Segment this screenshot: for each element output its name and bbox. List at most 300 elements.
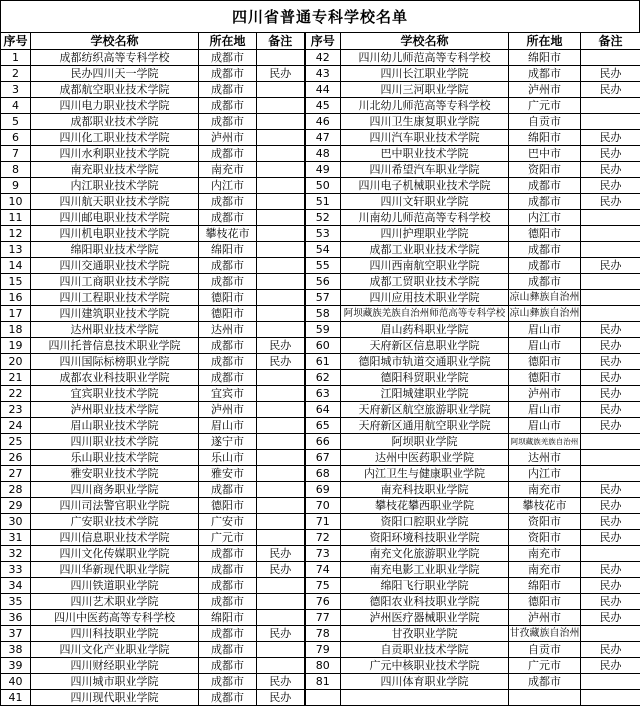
city-cell: 南充市: [509, 562, 581, 578]
row-number-cell: 48: [305, 146, 341, 162]
header-cell: 学校名称: [31, 33, 199, 50]
city-cell: 资阳市: [509, 162, 581, 178]
school-name-cell: 广元中核职业技术学院: [341, 658, 509, 674]
school-name-cell: 天府新区通用航空职业学院: [341, 418, 509, 434]
row-number-cell: 73: [305, 546, 341, 562]
city-cell: 德阳市: [199, 290, 257, 306]
row-number-cell: 59: [305, 322, 341, 338]
school-name-cell: 南充文化旅游职业学院: [341, 546, 509, 562]
table-row: [1, 642, 640, 658]
row-number-cell: 75: [305, 578, 341, 594]
note-cell: [257, 642, 305, 658]
table-row: [1, 434, 640, 450]
header-cell: 序号: [305, 33, 341, 50]
note-cell: [257, 98, 305, 114]
school-name-cell: 成都职业技术学院: [31, 114, 199, 130]
note-cell: [257, 594, 305, 610]
note-cell: 民办: [581, 130, 640, 146]
row-number-cell: 28: [1, 482, 31, 498]
school-name-cell: 四川文化产业职业学院: [31, 642, 199, 658]
city-cell: 绵阳市: [509, 578, 581, 594]
row-number-cell: 20: [1, 354, 31, 370]
note-cell: 民办: [581, 258, 640, 274]
school-name-cell: 四川幼儿师范高等专科学校: [341, 50, 509, 66]
table-row: [1, 274, 640, 290]
note-cell: [257, 386, 305, 402]
city-cell: 绵阳市: [509, 50, 581, 66]
note-cell: [257, 290, 305, 306]
city-cell: 德阳市: [199, 306, 257, 322]
note-cell: [257, 50, 305, 66]
school-name-cell: 四川城市职业学院: [31, 674, 199, 690]
city-cell: 绵阳市: [509, 130, 581, 146]
school-name-cell: 巴中职业技术学院: [341, 146, 509, 162]
school-name-cell: [341, 690, 509, 706]
row-number-cell: 81: [305, 674, 341, 690]
school-name-cell: 四川西南航空职业学院: [341, 258, 509, 274]
city-cell: 德阳市: [509, 370, 581, 386]
school-name-cell: 德阳农业科技职业学院: [341, 594, 509, 610]
note-cell: 民办: [581, 386, 640, 402]
row-number-cell: 46: [305, 114, 341, 130]
row-number-cell: 23: [1, 402, 31, 418]
school-name-cell: 四川工商职业技术学院: [31, 274, 199, 290]
row-number-cell: 7: [1, 146, 31, 162]
school-name-cell: 眉山职业技术学院: [31, 418, 199, 434]
note-cell: 民办: [581, 594, 640, 610]
note-cell: 民办: [581, 66, 640, 82]
city-cell: 成都市: [509, 66, 581, 82]
table-row: [1, 162, 640, 178]
school-name-cell: 四川邮电职业技术学院: [31, 210, 199, 226]
school-name-cell: 南充电影工业职业学院: [341, 562, 509, 578]
city-cell: 德阳市: [199, 498, 257, 514]
note-cell: 民办: [257, 338, 305, 354]
note-cell: 民办: [581, 322, 640, 338]
school-name-cell: 泸州医疗器械职业学院: [341, 610, 509, 626]
header-cell: 序号: [1, 33, 31, 50]
note-cell: [257, 658, 305, 674]
city-cell: 成都市: [199, 690, 257, 706]
note-cell: 民办: [581, 146, 640, 162]
school-name-cell: 四川工程职业技术学院: [31, 290, 199, 306]
city-cell: 南充市: [509, 482, 581, 498]
city-cell: 攀枝花市: [509, 498, 581, 514]
city-cell: 雅安市: [199, 466, 257, 482]
city-cell: 达州市: [509, 450, 581, 466]
table-row: [1, 66, 640, 82]
note-cell: 民办: [581, 610, 640, 626]
school-name-cell: 雅安职业技术学院: [31, 466, 199, 482]
row-number-cell: 49: [305, 162, 341, 178]
school-name-cell: 四川三河职业学院: [341, 82, 509, 98]
school-name-cell: 四川司法警官职业学院: [31, 498, 199, 514]
school-name-cell: 四川建筑职业技术学院: [31, 306, 199, 322]
school-name-cell: 四川财经职业学院: [31, 658, 199, 674]
school-name-cell: 内江职业技术学院: [31, 178, 199, 194]
row-number-cell: 10: [1, 194, 31, 210]
city-cell: 广元市: [509, 658, 581, 674]
school-name-cell: 绵阳职业技术学院: [31, 242, 199, 258]
school-name-cell: 四川交通职业技术学院: [31, 258, 199, 274]
row-number-cell: 68: [305, 466, 341, 482]
city-cell: 泸州市: [509, 386, 581, 402]
header-cell: 所在地: [199, 33, 257, 50]
table-row: [1, 386, 640, 402]
row-number-cell: 25: [1, 434, 31, 450]
row-number-cell: 70: [305, 498, 341, 514]
note-cell: [257, 482, 305, 498]
city-cell: 泸州市: [509, 82, 581, 98]
row-number-cell: 56: [305, 274, 341, 290]
note-cell: [257, 610, 305, 626]
city-cell: 眉山市: [509, 322, 581, 338]
city-cell: 成都市: [199, 562, 257, 578]
note-cell: [257, 370, 305, 386]
city-cell: 成都市: [509, 242, 581, 258]
table-row: [1, 626, 640, 642]
row-number-cell: 42: [305, 50, 341, 66]
city-cell: 成都市: [199, 50, 257, 66]
note-cell: [581, 242, 640, 258]
table-row: [1, 258, 640, 274]
city-cell: 内江市: [509, 210, 581, 226]
row-number-cell: 18: [1, 322, 31, 338]
row-number-cell: 62: [305, 370, 341, 386]
city-cell: 成都市: [199, 578, 257, 594]
row-number-cell: 63: [305, 386, 341, 402]
city-cell: 成都市: [199, 274, 257, 290]
row-number-cell: 21: [1, 370, 31, 386]
note-cell: 民办: [581, 642, 640, 658]
header-row: [1, 33, 640, 50]
note-cell: [257, 498, 305, 514]
school-name-cell: 四川希望汽车职业学院: [341, 162, 509, 178]
note-cell: [581, 98, 640, 114]
school-name-cell: 川北幼儿师范高等专科学校: [341, 98, 509, 114]
city-cell: 德阳市: [509, 226, 581, 242]
row-number-cell: 61: [305, 354, 341, 370]
note-cell: [257, 178, 305, 194]
school-name-cell: 四川应用技术职业学院: [341, 290, 509, 306]
school-name-cell: 天府新区航空旅游职业学院: [341, 402, 509, 418]
city-cell: 成都市: [509, 674, 581, 690]
note-cell: 民办: [581, 562, 640, 578]
note-cell: [581, 626, 640, 642]
city-cell: 成都市: [199, 82, 257, 98]
school-name-cell: 达州职业技术学院: [31, 322, 199, 338]
school-name-cell: 四川文轩职业学院: [341, 194, 509, 210]
city-cell: 成都市: [199, 354, 257, 370]
table-row: [1, 290, 640, 306]
school-name-cell: 四川中医药高等专科学校: [31, 610, 199, 626]
note-cell: 民办: [581, 82, 640, 98]
city-cell: 攀枝花市: [199, 226, 257, 242]
row-number-cell: 74: [305, 562, 341, 578]
school-name-cell: 川南幼儿师范高等专科学校: [341, 210, 509, 226]
sheet-title: 四川省普通专科学校名单: [0, 0, 640, 32]
school-name-cell: 四川现代职业学院: [31, 690, 199, 706]
school-name-cell: 四川护理职业学院: [341, 226, 509, 242]
city-cell: 成都市: [199, 546, 257, 562]
row-number-cell: 27: [1, 466, 31, 482]
school-name-cell: 资阳口腔职业学院: [341, 514, 509, 530]
row-number-cell: 57: [305, 290, 341, 306]
school-name-cell: 四川电子机械职业技术学院: [341, 178, 509, 194]
row-number-cell: 3: [1, 82, 31, 98]
header-cell: 学校名称: [341, 33, 509, 50]
school-name-cell: 天府新区信息职业学院: [341, 338, 509, 354]
school-name-cell: 四川铁道职业学院: [31, 578, 199, 594]
city-cell: 成都市: [199, 338, 257, 354]
row-number-cell: 50: [305, 178, 341, 194]
city-cell: 泸州市: [509, 610, 581, 626]
school-name-cell: 四川商务职业学院: [31, 482, 199, 498]
row-number-cell: 52: [305, 210, 341, 226]
note-cell: 民办: [581, 530, 640, 546]
city-cell: 成都市: [199, 210, 257, 226]
row-number-cell: [305, 690, 341, 706]
note-cell: 民办: [257, 562, 305, 578]
table-row: [1, 562, 640, 578]
note-cell: [581, 466, 640, 482]
row-number-cell: 34: [1, 578, 31, 594]
row-number-cell: 43: [305, 66, 341, 82]
note-cell: [257, 402, 305, 418]
school-name-cell: 四川信息职业技术学院: [31, 530, 199, 546]
school-name-cell: 南充科技职业学院: [341, 482, 509, 498]
city-cell: 眉山市: [509, 418, 581, 434]
city-cell: 乐山市: [199, 450, 257, 466]
city-cell: 甘孜藏族自治州: [509, 626, 581, 642]
city-cell: 达州市: [199, 322, 257, 338]
row-number-cell: 13: [1, 242, 31, 258]
city-cell: 成都市: [509, 274, 581, 290]
city-cell: 巴中市: [509, 146, 581, 162]
table-row: [1, 594, 640, 610]
city-cell: 成都市: [199, 482, 257, 498]
note-cell: [257, 226, 305, 242]
city-cell: 凉山彝族自治州: [509, 306, 581, 322]
table-row: [1, 546, 640, 562]
city-cell: 眉山市: [199, 418, 257, 434]
school-name-cell: 宜宾职业技术学院: [31, 386, 199, 402]
note-cell: [257, 258, 305, 274]
table-row: [1, 498, 640, 514]
city-cell: 成都市: [199, 66, 257, 82]
school-name-cell: 四川电力职业技术学院: [31, 98, 199, 114]
city-cell: 泸州市: [199, 402, 257, 418]
city-cell: 成都市: [199, 114, 257, 130]
city-cell: 成都市: [199, 370, 257, 386]
note-cell: 民办: [581, 338, 640, 354]
school-name-cell: 四川体育职业学院: [341, 674, 509, 690]
city-cell: 宜宾市: [199, 386, 257, 402]
city-cell: 内江市: [199, 178, 257, 194]
school-name-cell: 自贡职业技术学院: [341, 642, 509, 658]
row-number-cell: 64: [305, 402, 341, 418]
school-name-cell: 四川国际标榜职业学院: [31, 354, 199, 370]
school-name-cell: 眉山药科职业学院: [341, 322, 509, 338]
note-cell: [257, 274, 305, 290]
school-name-cell: 南充职业技术学院: [31, 162, 199, 178]
row-number-cell: 11: [1, 210, 31, 226]
city-cell: [509, 690, 581, 706]
row-number-cell: 12: [1, 226, 31, 242]
row-number-cell: 72: [305, 530, 341, 546]
table-row: [1, 322, 640, 338]
note-cell: [581, 674, 640, 690]
table-row: [1, 210, 640, 226]
table-row: [1, 354, 640, 370]
row-number-cell: 44: [305, 82, 341, 98]
table-row: [1, 306, 640, 322]
row-number-cell: 71: [305, 514, 341, 530]
note-cell: [257, 146, 305, 162]
city-cell: 成都市: [199, 98, 257, 114]
table-row: [1, 514, 640, 530]
note-cell: 民办: [581, 162, 640, 178]
table-row: [1, 610, 640, 626]
city-cell: 绵阳市: [199, 610, 257, 626]
row-number-cell: 30: [1, 514, 31, 530]
row-number-cell: 5: [1, 114, 31, 130]
school-name-cell: 甘孜职业学院: [341, 626, 509, 642]
school-name-cell: 四川水利职业技术学院: [31, 146, 199, 162]
school-name-cell: 成都纺织高等专科学校: [31, 50, 199, 66]
city-cell: 成都市: [199, 626, 257, 642]
school-name-cell: 四川航天职业技术学院: [31, 194, 199, 210]
note-cell: [257, 82, 305, 98]
school-name-cell: 四川科技职业学院: [31, 626, 199, 642]
school-name-cell: 绵阳飞行职业学院: [341, 578, 509, 594]
city-cell: 成都市: [199, 594, 257, 610]
school-name-cell: 成都农业科技职业学院: [31, 370, 199, 386]
note-cell: 民办: [581, 178, 640, 194]
city-cell: 凉山彝族自治州: [509, 290, 581, 306]
city-cell: 自贡市: [509, 114, 581, 130]
table-row: [1, 338, 640, 354]
city-cell: 眉山市: [509, 402, 581, 418]
row-number-cell: 39: [1, 658, 31, 674]
city-cell: 遂宁市: [199, 434, 257, 450]
table-row: [1, 482, 640, 498]
row-number-cell: 78: [305, 626, 341, 642]
school-name-cell: 四川汽车职业技术学院: [341, 130, 509, 146]
note-cell: [581, 546, 640, 562]
table-row: [1, 114, 640, 130]
row-number-cell: 31: [1, 530, 31, 546]
row-number-cell: 8: [1, 162, 31, 178]
row-number-cell: 45: [305, 98, 341, 114]
table-row: [1, 466, 640, 482]
row-number-cell: 9: [1, 178, 31, 194]
table-row: [1, 146, 640, 162]
row-number-cell: 65: [305, 418, 341, 434]
row-number-cell: 53: [305, 226, 341, 242]
school-name-cell: 资阳环境科技职业学院: [341, 530, 509, 546]
row-number-cell: 32: [1, 546, 31, 562]
city-cell: 德阳市: [509, 354, 581, 370]
table-row: [1, 418, 640, 434]
school-name-cell: 成都工贸职业技术学院: [341, 274, 509, 290]
row-number-cell: 2: [1, 66, 31, 82]
note-cell: [581, 290, 640, 306]
school-name-cell: 四川卫生康复职业学院: [341, 114, 509, 130]
note-cell: 民办: [581, 402, 640, 418]
school-name-cell: 广安职业技术学院: [31, 514, 199, 530]
note-cell: 民办: [257, 626, 305, 642]
note-cell: [257, 530, 305, 546]
note-cell: [257, 130, 305, 146]
note-cell: 民办: [581, 498, 640, 514]
school-name-cell: 四川职业技术学院: [31, 434, 199, 450]
note-cell: [257, 162, 305, 178]
school-name-cell: 四川文化传媒职业学院: [31, 546, 199, 562]
city-cell: 南充市: [199, 162, 257, 178]
note-cell: [257, 194, 305, 210]
table-row: [1, 178, 640, 194]
note-cell: [581, 274, 640, 290]
row-number-cell: 19: [1, 338, 31, 354]
note-cell: 民办: [257, 690, 305, 706]
row-number-cell: 69: [305, 482, 341, 498]
school-name-cell: 四川托普信息技术职业学院: [31, 338, 199, 354]
school-name-cell: 攀枝花攀西职业学院: [341, 498, 509, 514]
city-cell: 广安市: [199, 514, 257, 530]
note-cell: 民办: [581, 194, 640, 210]
row-number-cell: 60: [305, 338, 341, 354]
school-name-cell: 成都航空职业技术学院: [31, 82, 199, 98]
school-name-cell: 达州中医药职业学院: [341, 450, 509, 466]
row-number-cell: 47: [305, 130, 341, 146]
table-row: [1, 674, 640, 690]
school-name-cell: 泸州职业技术学院: [31, 402, 199, 418]
city-cell: 资阳市: [509, 514, 581, 530]
city-cell: 成都市: [509, 194, 581, 210]
table-row: [1, 98, 640, 114]
note-cell: [581, 50, 640, 66]
row-number-cell: 24: [1, 418, 31, 434]
note-cell: [257, 514, 305, 530]
note-cell: 民办: [257, 674, 305, 690]
city-cell: 成都市: [509, 258, 581, 274]
table-row: [1, 50, 640, 66]
school-name-cell: 四川机电职业技术学院: [31, 226, 199, 242]
row-number-cell: 15: [1, 274, 31, 290]
table-row: [1, 242, 640, 258]
row-number-cell: 16: [1, 290, 31, 306]
table-row: [1, 578, 640, 594]
row-number-cell: 54: [305, 242, 341, 258]
row-number-cell: 33: [1, 562, 31, 578]
table-row: [1, 82, 640, 98]
school-name-cell: 江阳城建职业学院: [341, 386, 509, 402]
table-row: [1, 226, 640, 242]
city-cell: 成都市: [199, 658, 257, 674]
city-cell: 广元市: [199, 530, 257, 546]
school-name-cell: 德阳城市轨道交通职业学院: [341, 354, 509, 370]
city-cell: 成都市: [199, 146, 257, 162]
note-cell: [581, 226, 640, 242]
note-cell: 民办: [581, 482, 640, 498]
row-number-cell: 36: [1, 610, 31, 626]
row-number-cell: 29: [1, 498, 31, 514]
note-cell: 民办: [581, 418, 640, 434]
table-row: [1, 450, 640, 466]
note-cell: [257, 210, 305, 226]
note-cell: [257, 322, 305, 338]
